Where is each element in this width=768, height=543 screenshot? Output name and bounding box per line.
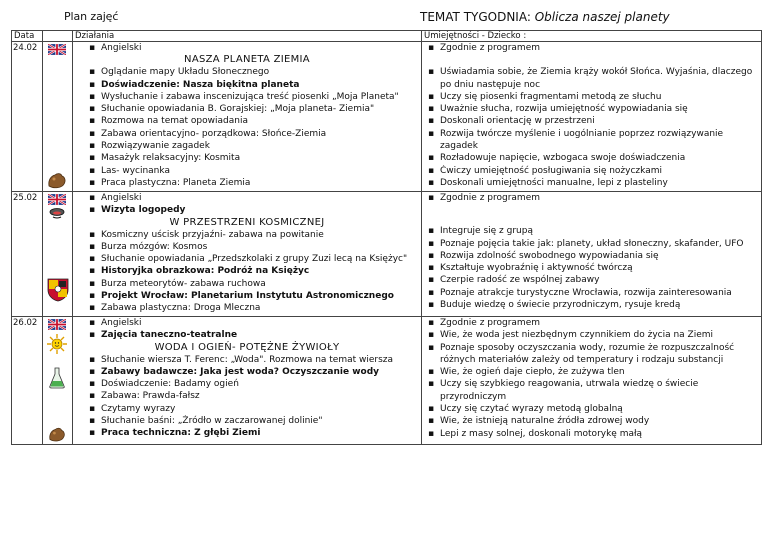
day-icons — [43, 42, 73, 192]
list-item: ▪ Zgodnie z programem — [422, 192, 761, 204]
list-item: ▪ Lepi z masy solnej, doskonali motorykę małą — [422, 428, 761, 440]
list-item: ▪ Ćwiczy umiejętność posługiwania się nożyczkami — [422, 165, 761, 177]
day-icons — [43, 317, 73, 445]
list-item: ▪ Praca plastyczna: Planeta Ziemia — [73, 177, 421, 189]
list-item: ▪ Poznaje atrakcje turystyczne Wrocławia, rozwija zainteresowania — [422, 287, 761, 299]
list-item: ▪ Uczy się piosenki fragmentami metodą ze słuchu — [422, 91, 761, 103]
list-item: ▪ Czytamy wyrazy — [73, 403, 421, 415]
list-item: ▪ Buduje wiedzę o świecie przyrodniczym, rysuje kredą — [422, 299, 761, 311]
list-item: ▪ Rozwija zdolność swobodnego wypowiadania się — [422, 250, 761, 262]
list-item: ▪ Masażyk relaksacyjny: Kosmita — [73, 152, 421, 164]
skills-cell — [422, 317, 762, 445]
plan-table — [11, 30, 762, 445]
table-header-row — [12, 31, 762, 42]
uk-flag-icon — [48, 44, 66, 55]
section-title: W PRZESTRZENI KOSMICZNEJ — [169, 216, 325, 228]
section-title: WODA I OGIEŃ- POTĘŻNE ŻYWIOŁY — [154, 341, 340, 353]
activities-cell — [73, 192, 422, 317]
list-item: ▪ Czerpie radość ze wspólnej zabawy — [422, 274, 761, 286]
list-item: ▪ Praca techniczna: Z głębi Ziemi — [73, 427, 421, 439]
day-row — [12, 317, 762, 445]
list-item: ▪ Angielski — [73, 192, 421, 204]
list-item: ▪ Rozwiązywanie zagadek — [73, 140, 421, 152]
list-item: ▪ Uświadamia sobie, że Ziemia krąży wokół Słońca. Wyjaśnia, dlaczego po dniu następuje noc — [422, 66, 761, 91]
hand-clay-icon — [46, 170, 70, 190]
list-item: ▪ Projekt Wrocław: Planetarium Instytutu Astronomicznego — [73, 290, 421, 302]
list-item: ▪ Doskonali umiejętności manualne, lepi z plasteliny — [422, 177, 761, 189]
plan-title: Plan zajęć — [64, 10, 119, 23]
list-item: ▪ Zabawa orientacyjno- porządkowa: Słońce-Ziemia — [73, 128, 421, 140]
list-item: ▪ Zabawa: Prawda-fałsz — [73, 390, 421, 402]
list-item: ▪ Burza mózgów: Kosmos — [73, 241, 421, 253]
list-item: ▪ Angielski — [73, 42, 421, 54]
list-item: ▪ Słuchanie baśni: „Źródło w zaczarowanej dolinie" — [73, 415, 421, 427]
day-row — [12, 192, 762, 317]
hand-clay-icon — [46, 425, 70, 443]
day-date: 24.02 — [12, 42, 43, 192]
list-item: ▪ Doświadczenie: Badamy ogień — [73, 378, 421, 390]
list-item: ▪ Poznaje pojęcia takie jak: planety, układ słoneczny, skafander, UFO — [422, 238, 761, 250]
theme-label: TEMAT TYGODNIA: — [420, 10, 531, 24]
section-title: NASZA PLANETA ZIEMIA — [184, 54, 310, 66]
list-item: ▪ Zgodnie z programem — [422, 42, 761, 54]
list-item: ▪ Wie, że ogień daje ciepło, że zużywa tlen — [422, 366, 761, 378]
theme-title: Oblicza naszej planety — [534, 10, 670, 24]
day-date: 26.02 — [12, 317, 43, 445]
col-date-header: Data — [12, 31, 43, 42]
uk-flag-icon — [48, 319, 66, 330]
list-item: ▪ Zajęcia taneczno-teatralne — [73, 329, 421, 341]
list-item: ▪ Rozładowuje napięcie, wzbogaca swoje doświadczenia — [422, 152, 761, 164]
list-item: ▪ Zgodnie z programem — [422, 317, 761, 329]
col-skills-header: Umiejętności - Dziecko : — [422, 31, 762, 42]
list-item: ▪ Uczy się szybkiego reagowania, utrwala wiedzę o świecie przyrodniczym — [422, 378, 761, 403]
col-activities-header: Działania — [73, 31, 422, 42]
day-icons — [43, 192, 73, 317]
list-item: ▪ Poznaje sposoby oczyszczania wody, rozumie że rozpuszczalność różnych materiałów zależy od temperatury i rodzaju substancji — [422, 342, 761, 367]
speech-therapy-icon — [49, 207, 65, 219]
list-item: ▪ Słuchanie opowiadania B. Gorajskiej: „Moja planeta- Ziemia" — [73, 103, 421, 115]
list-item: ▪ Oglądanie mapy Układu Słonecznego — [73, 66, 421, 78]
list-item: ▪ Angielski — [73, 317, 421, 329]
list-item: ▪ Kosmiczny uścisk przyjaźni- zabawa na powitanie — [73, 229, 421, 241]
wroclaw-crest-icon — [47, 278, 69, 302]
uk-flag-icon — [48, 194, 66, 205]
list-item: ▪ Doświadczenie: Nasza biękitna planeta — [73, 79, 421, 91]
week-theme — [420, 10, 670, 24]
list-item: ▪ Uważnie słucha, rozwija umiejętność wypowiadania się — [422, 103, 761, 115]
activities-cell — [73, 317, 422, 445]
list-item: ▪ Kształtuje wyobraźnię i aktywność twórczą — [422, 262, 761, 274]
list-item: ▪ Słuchanie opowiadania „Przedszkolaki z grupy Zuzi lecą na Księżyc" — [73, 253, 421, 265]
skills-cell — [422, 42, 762, 192]
list-item: ▪ Słuchanie wiersza T. Ferenc: „Woda". Rozmowa na temat wiersza — [73, 354, 421, 366]
list-item: ▪ Doskonali orientację w przestrzeni — [422, 115, 761, 127]
day-row — [12, 42, 762, 192]
list-item: ▪ Rozmowa na temat opowiadania — [73, 115, 421, 127]
list-item: ▪ Historyjka obrazkowa: Podróż na Księżyc — [73, 265, 421, 277]
list-item: ▪ Zabawa plastyczna: Droga Mleczna — [73, 302, 421, 314]
day-date: 25.02 — [12, 192, 43, 317]
list-item: ▪ Burza meteorytów- zabawa ruchowa — [73, 278, 421, 290]
list-item: ▪ Las- wycinanka — [73, 165, 421, 177]
col-icon-header — [43, 31, 73, 42]
list-item: ▪ Uczy się czytać wyrazy metodą globalną — [422, 403, 761, 415]
list-item: ▪ Zabawy badawcze: Jaka jest woda? Oczyszczanie wody — [73, 366, 421, 378]
list-item: ▪ Integruje się z grupą — [422, 225, 761, 237]
flask-icon — [48, 367, 66, 389]
list-item: ▪ Wysłuchanie i zabawa inscenizująca treść piosenki „Moja Planeta" — [73, 91, 421, 103]
list-item: ▪ Rozwija twórcze myślenie i uogólnianie poprzez rozwiązywanie zagadek — [422, 128, 761, 153]
list-item: ▪ Wie, że woda jest niezbędnym czynnikiem do życia na Ziemi — [422, 329, 761, 341]
list-item: ▪ Wie, że istnieją naturalne źródła zdrowej wody — [422, 415, 761, 427]
list-item: ▪ Wizyta logopedy — [73, 204, 421, 216]
activities-cell — [73, 42, 422, 192]
skills-cell — [422, 192, 762, 317]
sun-dance-icon — [45, 333, 69, 355]
